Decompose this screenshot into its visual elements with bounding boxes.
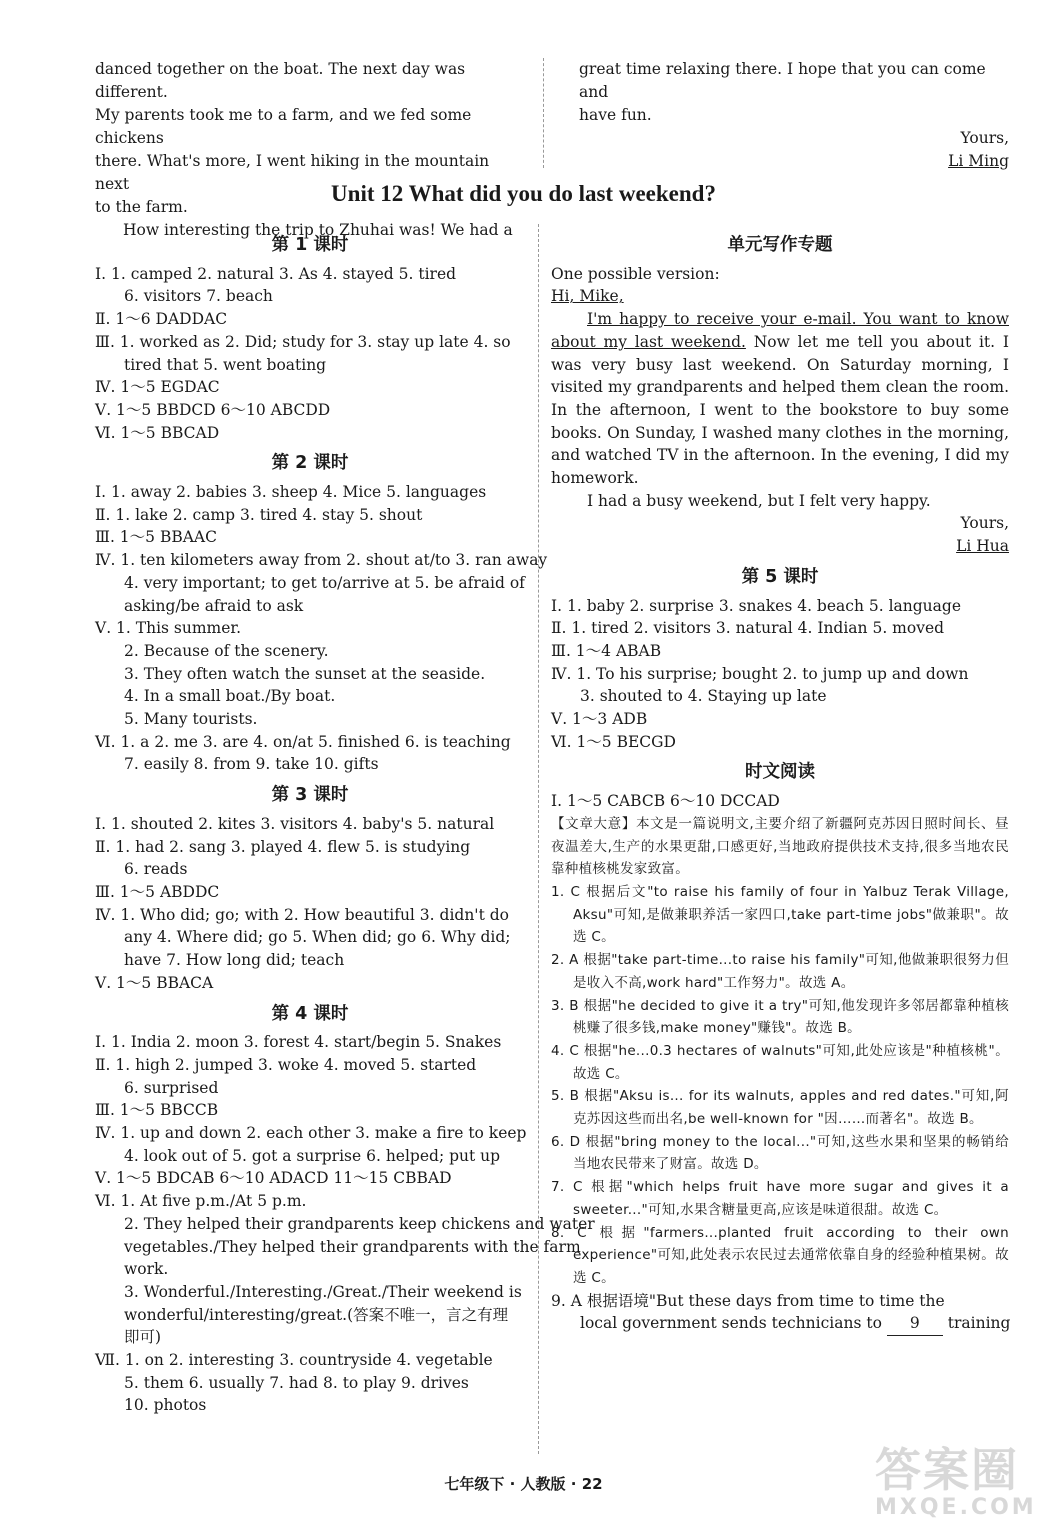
answer-line: Ⅳ. 1. To his surprise; bought 2. to jump up and down [551,664,969,683]
answer-line: 4. very important; to get to/arrive at 5. be afraid of [124,573,525,592]
answer-line: Ⅴ. 1～3 ADB [551,710,648,729]
page-footer: 七年级下 · 人教版 · 22 [444,1475,603,1493]
answer-line: Ⅰ. 1～5 CABCB 6～10 DCCAD [551,792,780,811]
answer-line: Ⅲ. 1～5 BBCCB [95,1101,219,1120]
answer-line: Ⅲ. 1. worked as 2. Did; study for 3. stay up late 4. so [95,332,511,351]
lesson-heading: 第 2 课时 [271,453,349,474]
answer-line: Ⅳ. 1. up and down 2. each other 3. make a fire to keep [95,1124,527,1143]
text-line: have fun. [579,106,652,124]
writing-body [551,308,1009,490]
answer-line: 6. surprised [124,1078,219,1097]
text-line: to the farm. [95,198,188,216]
explanation-item: 7. C 根据"which helps fruit have more sugar and gives it a sweeter..."可知,水果含糖量更高,应该是味道很甜。故选 C。 [551,1179,1009,1218]
top-left-text [95,58,525,242]
watermark-text: 答案圈 [875,1443,1019,1497]
signature-closing: Yours, [960,514,1009,533]
answer-line: 10. photos [124,1396,207,1415]
lesson-heading: 第 1 课时 [271,235,349,255]
answer-line: asking/be afraid to ask [124,596,304,615]
answer-line: 2. They helped their grandparents keep chickens and water [124,1214,595,1233]
answer-line: wonderful/interesting/great.(答案不唯一，言之有理 [124,1305,509,1324]
text-line: there. What's more, I went hiking in the mountain next [95,152,490,193]
answer-line: Ⅰ. 1. shouted 2. kites 3. visitors 4. baby's 5. natural [95,814,495,833]
answer-line: Ⅲ. 1～5 BBAAC [95,528,217,547]
answer-line: Ⅱ. 1. tired 2. visitors 3. natural 4. Indian 5. moved [551,619,945,638]
signature-closing: Yours, [960,129,1009,147]
answer-line: Ⅲ. 1～5 ABDDC [95,882,220,901]
answer-line: any 4. Where did; go 5. When did; go 6. Why did; [124,928,511,947]
answer-line: Ⅱ. 1～6 DADDAC [95,310,228,329]
explanation-item: 8. C 根据"farmers...planted fruit according to their own experience"可知,此处表示农民过去通常依靠自身的经验种植果树。故选 C。 [551,1224,1009,1286]
watermark-logo [875,1445,1035,1530]
answer-line: Ⅴ. 1～5 BBACA [95,973,214,992]
signature-name: Li Hua [956,537,1009,556]
answer-line: 3. They often watch the sunset at the seaside. [124,664,486,683]
answer-line: Ⅰ. 1. camped 2. natural 3. As 4. stayed 5. tired [95,264,457,283]
answer-line: Ⅶ. 1. on 2. interesting 3. countryside 4. vegetable [95,1351,493,1370]
answer-line: Ⅱ. 1. had 2. sang 3. played 4. flew 5. is studying [95,837,471,856]
writing-underlined: I'm happy to receive your e-mail. You want to know [587,310,1009,329]
unit-title: Unit 12 What did you do last weekend? [331,181,716,206]
explanation-item: 1. C 根据后文"to raise his family of four in Yalbuz Terak Village, Aksu"可知,是做兼职养活一家四口,take part-time jobs"做兼职"。故选 C。 [551,883,1009,946]
explanation-item: 5. B 根据"Aksu is... for its walnuts, apples and red dates."可知,阿克苏因这些而出名,be well-known for "因……而著名"。故选 B。 [551,1088,1009,1128]
writing-greeting: Hi, Mike, [551,287,624,306]
writing-body-text: Now let me tell you about it. I was very busy last weekend. On Saturday morning, I visited my grandparents and helped them clean the room. In the afternoon, I went to the bookstore to buy some books. On Sunday, I washed many clothes in the morning, and watched TV in the afternoon. In the evening, I did my homework. [551,332,1009,488]
answer-line: Ⅱ. 1. high 2. jumped 3. woke 4. moved 5. started [95,1055,477,1074]
answer-line: Ⅵ. 1. a 2. me 3. are 4. on/at 5. finished 6. is teaching [95,732,511,751]
answer-line: Ⅵ. 1. At five p.m./At 5 p.m. [95,1192,307,1211]
answer-line: 4. look out of 5. got a surprise 6. helped; put up [124,1146,501,1165]
answer-line: 5. Many tourists. [124,710,258,729]
text-line: danced together on the boat. The next day was different. [95,60,466,101]
writing-underlined: about my last weekend. [551,332,746,351]
explanation-text: local government sends technicians to [580,1314,882,1333]
lesson-heading: 第 3 课时 [271,785,349,806]
answer-line: 6. visitors 7. beach [124,287,273,306]
section-heading: 单元写作专题 [727,235,833,255]
text-line: My parents took me to a farm, and we fed some chickens [95,106,472,147]
lesson-heading: 第 4 课时 [271,1003,349,1024]
fill-blank: 9 [887,1312,943,1336]
answer-line: 即可) [124,1328,162,1347]
column-divider [543,58,545,168]
answer-line: Ⅲ. 1～4 ABAB [551,641,662,660]
explanation-item: 2. A 根据"take part-time...to raise his family"可知,他做兼职很努力但是收入不高,work hard"工作努力"。故选 A。 [551,952,1009,991]
writing-intro: One possible version: [551,264,720,283]
right-column [551,226,1009,1336]
column-divider [538,224,540,1454]
text-line: great time relaxing there. I hope that you can come and [579,60,986,101]
answer-line: Ⅰ. 1. away 2. babies 3. sheep 4. Mice 5. languages [95,483,487,502]
answer-line: Ⅳ. 1. ten kilometers away from 2. shout at/to 3. ran away [95,551,548,570]
watermark-url: MXQE.COM [875,1495,1037,1520]
answer-line: 3. Wonderful./Interesting./Great./Their weekend is [124,1282,522,1301]
answer-line: Ⅴ. 1～5 BDCAB 6～10 ADACD 11～15 CBBAD [95,1169,452,1188]
explanation-item: 3. B 根据"he decided to give it a try"可知,他发现许多邻居都靠种植核桃赚了很多钱,make money"赚钱"。故选 B。 [551,997,1009,1037]
answer-line: Ⅴ. 1～5 BBDCD 6～10 ABCDD [95,400,331,419]
writing-closing: I had a busy weekend, but I felt very happy. [587,491,931,510]
explanation-item: 6. D 根据"bring money to the local..."可知,这些水果和坚果的畅销给当地农民带来了财富。故选 D。 [551,1133,1009,1173]
answer-line: 7. easily 8. from 9. take 10. gifts [124,755,379,774]
answer-line: Ⅳ. 1. Who did; go; with 2. How beautiful 3. didn't do [95,905,509,924]
answer-line: tired that 5. went boating [124,355,327,374]
lesson-heading: 第 5 课时 [741,566,819,587]
section-heading: 时文阅读 [745,762,815,783]
answer-line: 4. In a small boat./By boat. [124,687,336,706]
explanation-text: training [947,1314,1011,1333]
answer-line: vegetables./They helped their grandparents with the farm [124,1237,581,1256]
answer-line: Ⅰ. 1. baby 2. surprise 3. snakes 4. beach 5. language [551,596,961,615]
answer-line: Ⅳ. 1～5 EGDAC [95,378,220,397]
signature-name: Li Ming [948,152,1009,170]
answer-line: work. [124,1260,169,1279]
answer-line: Ⅰ. 1. India 2. moon 3. forest 4. start/begin 5. Snakes [95,1033,502,1052]
answer-line: Ⅴ. 1. This summer. [95,619,242,638]
answer-line: Ⅵ. 1～5 BBCAD [95,423,220,442]
article-summary: 【文章大意】本文是一篇说明文,主要介绍了新疆阿克苏因日照时间长、昼夜温差大,生产的水果更甜,口感更好,当地政府提供技术支持,很多当地农民靠种植核桃发家致富。 [551,815,1009,878]
answer-line: have 7. How long did; teach [124,951,345,970]
explanation-item: 9. A 根据语境"But these days from time to time the [551,1291,945,1310]
answer-line: 5. them 6. usually 7. had 8. to play 9. drives [124,1373,469,1392]
explanation-item: 4. C 根据"he...0.3 hectares of walnuts"可知,此处应该是"种植核桃"。故选 C。 [551,1042,1009,1082]
answer-line: 2. Because of the scenery. [124,641,329,660]
answer-line: 3. shouted to 4. Staying up late [580,687,827,706]
text-line: How interesting the trip to Zhuhai was! We had a [123,221,513,239]
answer-line: Ⅱ. 1. lake 2. camp 3. tired 4. stay 5. shout [95,505,423,524]
answer-line: Ⅵ. 1～5 BECGD [551,732,676,751]
top-right-text [579,58,1009,173]
answer-line: 6. reads [124,860,188,879]
